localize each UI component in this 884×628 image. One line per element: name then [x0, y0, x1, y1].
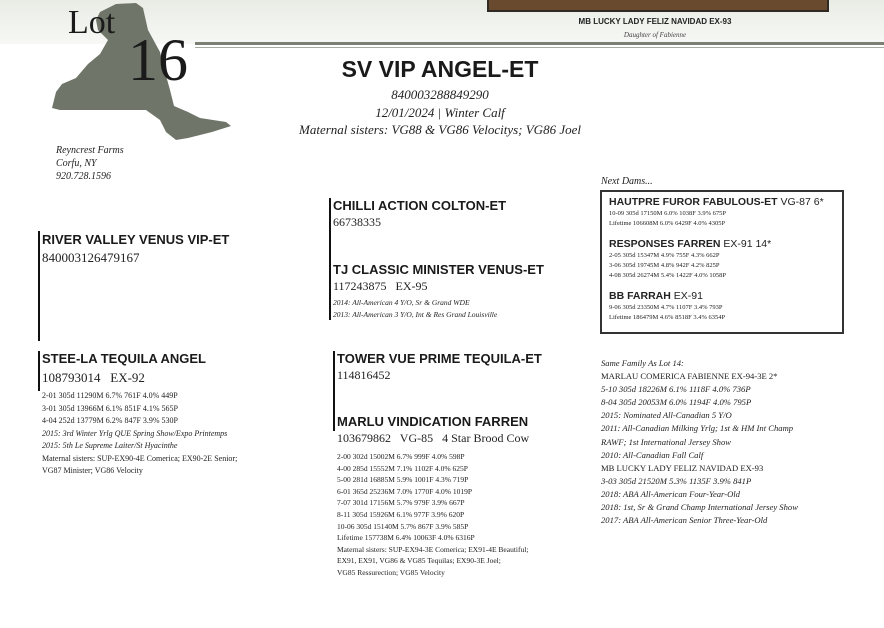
dam-dam-record: 8-11 305d 15926M 6.1% 977F 3.9% 620P	[337, 509, 465, 519]
family-note-line: 5-10 305d 18226M 6.1% 1118F 4.0% 736P	[601, 384, 751, 395]
sire-sire-name: CHILLI ACTION COLTON-ET	[333, 198, 507, 213]
lot-label: Lot	[68, 4, 116, 41]
sire-registration: 840003126479167	[42, 250, 140, 265]
dam-dam-name: MARLU VINDICATION FARREN	[337, 414, 529, 429]
next-dam-3-records	[609, 303, 839, 323]
family-note-line: MARLAU COMERICA FABIENNE EX-94-3E 2*	[601, 371, 778, 382]
dam-record: 4-04 252d 13779M 6.2% 847F 3.9% 530P	[42, 416, 179, 425]
next-dam-record: 10-09 305d 17150M 6.0% 1038F 3.9% 675P	[609, 210, 727, 217]
dam-sire-registration: 114816452	[337, 368, 391, 382]
next-dam-3-title	[609, 290, 839, 303]
sire-dam-note: 2013: All-American 3 Y/O, Int & Res Grand Louisville	[333, 310, 498, 319]
next-dam-name: RESPONSES FARREN	[609, 238, 721, 250]
next-dam-3	[609, 290, 839, 323]
dam-dam-record: 7-07 301d 17156M 5.7% 979F 3.9% 667P	[337, 498, 465, 508]
photo-caption-subtitle: Daughter of Fabienne	[623, 31, 687, 39]
next-dam-name: BB FARRAH	[609, 290, 671, 302]
dam-dam-sisters: EX91, EX91, VG86 & VG85 Tequilas; EX90-3E Joel;	[337, 556, 501, 566]
dam-dam-sisters: Maternal sisters: SUP-EX94-3E Comerica; EX91-4E Beautiful;	[337, 544, 529, 554]
dam-dam-record: Lifetime 157738M 6.4% 10063F 4.0% 6316P	[337, 533, 475, 543]
dam-dam-record: 6-01 365d 25236M 7.0% 1770F 4.0% 1019P	[337, 486, 473, 496]
family-note-line: 2010: All-Canadian Fall Calf	[601, 449, 704, 460]
family-note-line: 2015: Nominated All-Canadian 5 Y/O	[601, 410, 732, 421]
next-dam-record: 2-05 305d 15347M 4.9% 755F 4.3% 662P	[609, 252, 720, 259]
dam-records	[42, 390, 237, 478]
next-dam-record: 9-06 305d 23350M 4.7% 1107F 3.4% 793P	[609, 304, 723, 311]
dam-sisters: Maternal sisters: SUP-EX90-4E Comerica; EX90-2E Senior;	[42, 453, 238, 463]
consignor-phone: 920.728.1596	[56, 171, 111, 182]
dam-record: 3-01 305d 13966M 6.1% 851F 4.1% 565P	[42, 403, 179, 413]
pedigree-line-dam	[38, 351, 40, 391]
dam-sire-name: TOWER VUE PRIME TEQUILA-ET	[337, 351, 542, 366]
dam-dam-records	[337, 451, 528, 579]
family-note-line: 2017: ABA All-American Senior Three-Year-Old	[601, 515, 768, 526]
family-note-line: MB LUCKY LADY FELIZ NAVIDAD EX-93	[601, 462, 764, 473]
family-note-line: 2018: ABA All-American Four-Year-Old	[601, 488, 740, 499]
next-dam-1-records	[609, 209, 839, 229]
next-dam-1	[609, 196, 839, 229]
dam-note: 2015: 5th Le Supreme Laiter/St Hyacinthe	[42, 441, 178, 450]
pedigree-line-sire	[38, 231, 40, 341]
dam-dam-record: 10-06 305d 15140M 5.7% 867F 3.9% 585P	[337, 521, 469, 531]
dam-dam-sisters: VG85 Ressurection; VG85 Velocity	[337, 567, 445, 577]
dam-name: STEE-LA TEQUILA ANGEL	[42, 351, 206, 366]
lot-number: 16	[128, 27, 188, 93]
consignor-city: Corfu, NY	[56, 158, 97, 169]
next-dam-record: Lifetime 106608M 6.0% 6429F 4.0% 4305P	[609, 220, 726, 227]
next-dam-name: HAUTPRE FUROR FABULOUS-ET	[609, 196, 778, 208]
family-note-line: 2011: All-Canadian Milking Yrlg; 1st & HM Int Champ	[601, 423, 794, 434]
next-dam-1-title	[609, 196, 839, 209]
pedigree-line-sire-branch	[329, 198, 331, 320]
family-notes	[601, 357, 881, 527]
next-dam-2	[609, 238, 839, 281]
family-note-line: 8-04 305d 20053M 6.0% 1194F 4.0% 795P	[601, 397, 752, 408]
sire-name: RIVER VALLEY VENUS VIP-ET	[42, 232, 230, 247]
cow-photo	[487, 0, 829, 12]
next-dam-2-records	[609, 251, 839, 281]
dam-note: 2015: 3rd Winter Yrlg QUE Spring Show/Expo Printemps	[42, 428, 228, 438]
photo-caption-name: MB LUCKY LADY FELIZ NAVIDAD EX-93	[578, 17, 732, 26]
dam-record: 2-01 305d 11290M 6.7% 761F 4.0% 449P	[42, 391, 178, 400]
sire-dam-name: TJ CLASSIC MINISTER VENUS-ET	[333, 262, 544, 277]
dam-registration: 108793014 EX-92	[42, 370, 145, 385]
next-dams-box	[600, 190, 844, 334]
animal-registration: 840003288849290	[391, 87, 489, 102]
next-dams-label: Next Dams...	[601, 176, 653, 187]
sire-sire-registration: 66738335	[333, 215, 381, 229]
sire-dam-notes	[333, 297, 497, 321]
header-rule	[195, 42, 884, 45]
next-dam-score: VG-87 6*	[777, 196, 824, 208]
sire-dam-note: 2014: All-American 4 Y/O, Sr & Grand WDE	[333, 298, 470, 307]
header-rule-thin	[195, 47, 884, 48]
family-note-line: Same Family As Lot 14:	[601, 358, 684, 368]
consignor-info	[56, 144, 124, 183]
family-note-line: 2018: 1st, Sr & Grand Champ International Jersey Show	[601, 502, 798, 513]
next-dam-record: Lifetime 186479M 4.6% 8518F 3.4% 6354P	[609, 314, 726, 321]
dam-sisters: VG87 Minister; VG86 Velocity	[42, 466, 143, 475]
dam-dam-record: 5-00 281d 16885M 5.9% 1001F 4.3% 719P	[337, 475, 469, 485]
next-dam-record: 4-08 305d 26274M 5.4% 1422F 4.0% 1058P	[609, 272, 727, 279]
animal-birthdate: 12/01/2024 | Winter Calf	[375, 105, 505, 120]
family-note-line: 3-03 305d 21520M 5.3% 1135F 3.9% 841P	[601, 475, 752, 486]
next-dam-2-title	[609, 238, 839, 251]
next-dam-record: 3-06 305d 19745M 4.8% 942F 4.2% 825P	[609, 262, 720, 269]
dam-dam-record: 4-00 285d 15552M 7.1% 1102F 4.0% 625P	[337, 463, 468, 473]
pedigree-line-dam-branch	[333, 351, 335, 431]
next-dam-score: EX-91	[670, 290, 703, 302]
family-note-line: RAWF; 1st International Jersey Show	[601, 436, 731, 447]
consignor-farm: Reyncrest Farms	[56, 145, 124, 156]
next-dam-score: EX-91 14*	[720, 238, 772, 250]
animal-name: SV VIP ANGEL-ET	[341, 56, 539, 82]
animal-maternal-sisters: Maternal sisters: VG88 & VG86 Velocitys; VG86 Joel	[299, 122, 581, 137]
dam-dam-registration: 103679862 VG-85 4 Star Brood Cow	[337, 431, 530, 445]
dam-dam-record: 2-00 302d 15002M 6.7% 999F 4.0% 598P	[337, 452, 465, 461]
sire-dam-registration: 117243875 EX-95	[333, 279, 428, 293]
